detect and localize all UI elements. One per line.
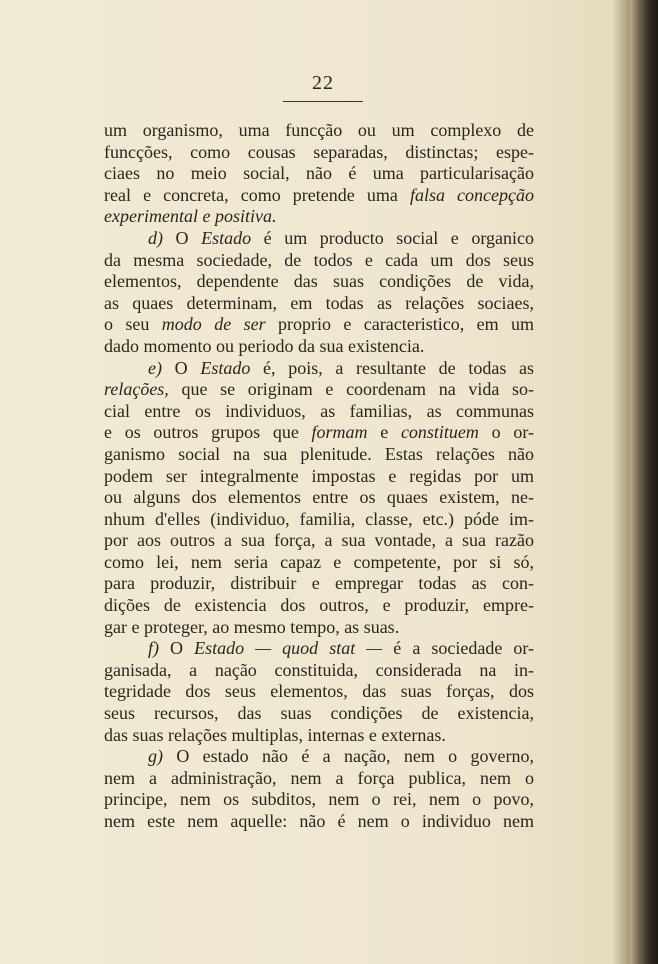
italic-run: formam <box>311 422 368 443</box>
text-run: e os outros grupos que <box>104 422 312 443</box>
page-edge-shadow <box>630 0 658 964</box>
text-run: elementos, dependente das suas condições de vida, <box>104 271 534 292</box>
text-line <box>104 768 534 790</box>
text-run: O estado não é a nação, nem o governo, <box>163 746 534 767</box>
italic-run: f) <box>148 638 159 659</box>
text-run: como lei, nem seria capaz e competente, por si só, <box>104 551 534 572</box>
text-line <box>104 293 534 315</box>
text-run: principe, nem os subditos, nem o rei, nem o povo, <box>104 789 534 810</box>
text-run: nem este nem aquelle: não é nem o individuo nem <box>104 811 534 831</box>
text-line <box>104 746 534 768</box>
text-line <box>104 206 534 228</box>
text-line <box>104 185 534 207</box>
text-run: real e concreta, como pretende uma <box>104 184 410 205</box>
text-line <box>104 638 534 660</box>
page-number: 22 <box>312 72 334 94</box>
text-line <box>104 509 534 531</box>
text-run: funcções, como cousas separadas, distinctas; espe- <box>104 141 534 162</box>
text-run: O <box>163 227 202 248</box>
text-run: dado momento ou periodo da sua existencia. <box>104 335 425 356</box>
text-run: podem ser integralmente impostas e regidas por um <box>104 465 534 486</box>
text-run: ganismo social na sua plenitude. Estas relações não <box>104 443 534 464</box>
text-run: O <box>159 638 195 659</box>
text-line <box>104 358 534 380</box>
text-run: gar e proteger, ao mesmo tempo, as suas. <box>104 616 400 637</box>
italic-run: d) <box>148 227 163 248</box>
text-run: proprio e caracteristico, em um <box>265 314 534 335</box>
text-line <box>104 681 534 703</box>
text-line <box>104 336 534 358</box>
text-run: nem a administração, nem a força publica, nem o <box>104 767 534 788</box>
text-line <box>104 530 534 552</box>
italic-run: Estado — quod stat — <box>194 638 383 659</box>
text-line <box>104 703 534 725</box>
text-line <box>104 401 534 423</box>
italic-run: g) <box>148 746 163 767</box>
text-run: para produzir, distribuir e empregar todas as con- <box>104 573 534 594</box>
text-run: ciaes no meio social, não é uma particularisação <box>104 163 534 184</box>
italic-run: e) <box>148 357 162 378</box>
italic-run: Estado <box>200 357 251 378</box>
text-line <box>104 120 534 142</box>
italic-run: experimental e positiva. <box>104 206 277 227</box>
text-run: é a sociedade or- <box>382 638 534 659</box>
text-line <box>104 379 534 401</box>
italic-run: Estado <box>201 227 252 248</box>
text-run: o or- <box>478 422 534 443</box>
text-line <box>104 595 534 617</box>
text-run: o seu <box>104 314 162 335</box>
text-line <box>104 142 534 164</box>
text-run: tegridade dos seus elementos, das suas forças, dos <box>104 681 534 702</box>
text-line <box>104 789 534 811</box>
text-run: dições de existencia dos outros, e produzir, empre- <box>104 595 534 616</box>
text-run: seus recursos, das suas condições de existencia, <box>104 703 534 724</box>
text-run: é um producto social e organico <box>251 227 534 248</box>
text-line <box>104 617 534 639</box>
text-line <box>104 444 534 466</box>
text-run: das suas relações multiplas, internas e externas. <box>104 724 446 745</box>
text-line <box>104 660 534 682</box>
text-line <box>104 314 534 336</box>
text-run: as quaes determinam, em todas as relações sociaes, <box>104 292 534 313</box>
text-line <box>104 487 534 509</box>
text-line <box>104 250 534 272</box>
text-line <box>104 422 534 444</box>
text-run: cial entre os individuos, as familias, as communas <box>104 400 534 421</box>
body-text <box>104 120 534 833</box>
text-line <box>104 163 534 185</box>
text-line <box>104 725 534 747</box>
text-run: por aos outros a sua força, a sua vontade, a sua razão <box>104 530 534 551</box>
italic-run: modo de ser <box>161 314 266 335</box>
text-line <box>104 573 534 595</box>
text-run: é, pois, a resultante de todas as <box>250 357 535 378</box>
italic-run: constituem <box>400 422 479 443</box>
text-run: ganisada, a nação constituida, considerada na in- <box>104 659 534 680</box>
text-run: e <box>367 422 401 443</box>
text-line <box>104 811 534 833</box>
text-run: O <box>161 357 201 378</box>
text-run: ou alguns dos elementos entre os quaes existem, ne- <box>104 487 534 508</box>
text-run: nhum d'elles (individuo, familia, classe, etc.) póde im- <box>104 508 534 529</box>
text-run: um organismo, uma funcção ou um complexo de <box>104 120 534 140</box>
text-run: da mesma sociedade, de todos e cada um dos seus <box>104 249 534 270</box>
page-number-rule <box>283 101 363 102</box>
text-line <box>104 271 534 293</box>
italic-run: relações, <box>104 379 169 400</box>
text-line <box>104 552 534 574</box>
text-line <box>104 228 534 250</box>
text-line <box>104 466 534 488</box>
italic-run: falsa concepção <box>409 184 534 205</box>
text-run: que se originam e coordenam na vida so- <box>168 379 534 400</box>
